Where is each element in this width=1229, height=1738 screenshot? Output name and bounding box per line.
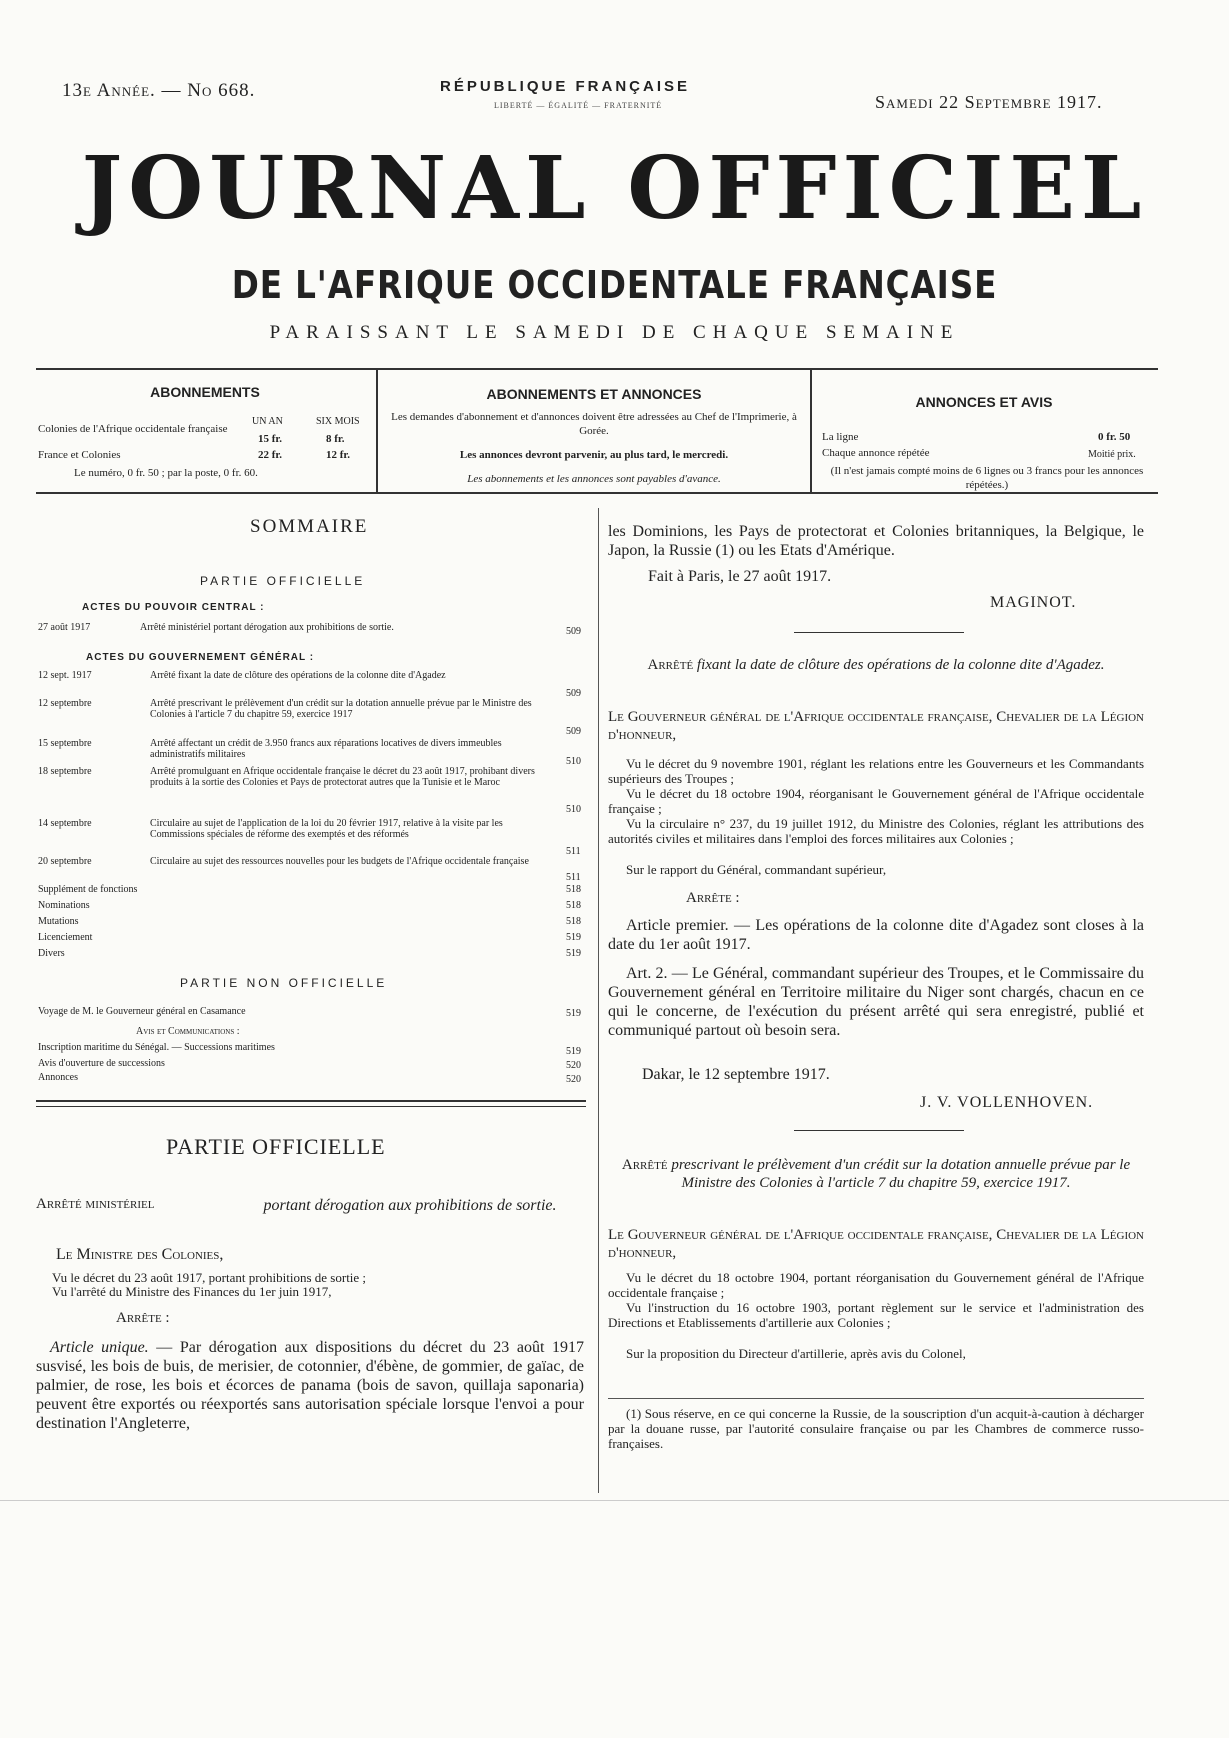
toc-voyage: Voyage de M. le Gouverneur général en Casamance	[38, 1006, 246, 1017]
toc-avis-page: 520	[566, 1060, 581, 1071]
sommaire-partie-officielle: PARTIE OFFICIELLE	[200, 574, 366, 588]
toc-general-text: Arrêté fixant la date de clôture des opérations de la colonne dite d'Agadez	[150, 670, 446, 681]
toc-avis-item: Annonces	[38, 1072, 78, 1083]
toc-misc-item: Nominations	[38, 900, 90, 911]
toc-general-page: 509	[566, 726, 581, 737]
article1-minister: Le Ministre des Colonies,	[56, 1246, 224, 1263]
abonnements-annonces-title: ABONNEMENTS ET ANNONCES	[486, 386, 702, 402]
repeat-label: Chaque annonce répétée	[822, 447, 930, 459]
signature-maginot: MAGINOT.	[990, 594, 1077, 611]
separator-ornament	[794, 1130, 964, 1131]
article1-body	[36, 1338, 584, 1433]
toc-misc-page: 518	[566, 884, 581, 895]
avis-head: Avis et Communications :	[136, 1026, 240, 1037]
toc-general-text: Arrêté prescrivant le prélèvement d'un crédit sur la dotation annuelle prévue par le Ministre des Colonies à l'article 7 du chapitre 59, exercice 1917	[150, 698, 532, 720]
ligne-price: 0 fr. 50	[1098, 431, 1131, 443]
continued-text: les Dominions, les Pays de protectorat et Colonies britanniques, la Belgique, le Japon, la Russie (1) ou les Etats d'Amérique.	[608, 523, 1144, 559]
toc-misc-item: Mutations	[38, 916, 79, 927]
article1-arrete: Arrête :	[116, 1310, 170, 1326]
toc-misc-item: Divers	[38, 948, 65, 959]
article3-heading-b: prescrivant le prélèvement d'un crédit sur la dotation annuelle prévue par le Ministre des Colonies à l'article 7 du chapitre 59, exercice 1917.	[671, 1157, 1131, 1191]
col-un-an: UN AN	[252, 416, 283, 427]
toc-general-date: 12 septembre	[38, 698, 92, 709]
center-note-1: Les demandes d'abonnement et d'annonces doivent être adressées au Chef de l'Imprimerie, à Gorée.	[391, 411, 797, 437]
toc-general-page: 510	[566, 804, 581, 815]
toc-misc-item: Supplément de fonctions	[38, 884, 138, 895]
toc-misc-page: 518	[566, 916, 581, 927]
box-divider-2	[810, 370, 812, 492]
actes-central-head: ACTES DU POUVOIR CENTRAL :	[82, 602, 265, 613]
toc-avis-item: Inscription maritime du Sénégal. — Successions maritimes	[38, 1042, 275, 1053]
article2-art1: Article premier. — Les opérations de la colonne dite d'Agadez sont closes à la date du 1er août 1917.	[608, 917, 1144, 953]
center-note-2: Les annonces devront parvenir, au plus tard, le mercredi.	[459, 449, 729, 461]
issue-date: Samedi 22 Septembre 1917.	[875, 92, 1103, 112]
rate-row2-six: 12 fr.	[326, 449, 351, 461]
toc-general-page: 511	[566, 846, 581, 857]
box-top-rule	[36, 368, 1158, 370]
footnote-rule	[608, 1398, 1144, 1399]
article1-heading-a: Arrêté ministériel	[36, 1196, 155, 1212]
article2-date: Dakar, le 12 septembre 1917.	[642, 1066, 830, 1083]
article3-vu-2: Vu l'instruction du 16 octobre 1903, portant règlement sur le service et l'administration des Directions et Etablissements d'artillerie aux Colonies ;	[608, 1300, 1144, 1330]
col-six-mois: SIX MOIS	[316, 416, 360, 427]
rate-row1-label: Colonies de l'Afrique occidentale française	[38, 423, 228, 435]
toc-misc-page: 518	[566, 900, 581, 911]
toc-general-date: 12 sept. 1917	[38, 670, 92, 681]
actes-general-head: ACTES DU GOUVERNEMENT GÉNÉRAL :	[86, 652, 315, 663]
article2-art2: Art. 2. — Le Général, commandant supérieur des Troupes, et le Commissaire du Gouvernement général en Territoire militaire du Niger sont chargés, chacun en ce qui le concerne, de l'exécution du présent arrêté qui sera enregistré, publié et communiqué partout où besoin sera.	[608, 965, 1144, 1039]
toc-misc-page: 519	[566, 948, 581, 959]
article2-vu-1: Vu le décret du 9 novembre 1901, réglant les relations entre les Gouverneurs et les Commandants supérieurs des Troupes ;	[608, 756, 1144, 786]
rate-row1-six: 8 fr.	[326, 433, 345, 445]
toc-avis-page: 520	[566, 1074, 581, 1085]
rate-row2-year: 22 fr.	[258, 449, 283, 461]
article1-text: — Par dérogation aux dispositions du décret du 23 août 1917 susvisé, les bois de buis, de merisier, de cotonnier, d'ébène, de gommier, de gaïac, de palmier, de rose, les bois et écorces de panama (bois de savon, quillaja saponaria) peuvent être exportés ou réexportés sans autorisation spéciale lorsque l'envoi a pour destination l'Angleterre,	[36, 1339, 585, 1432]
toc-central-page: 509	[566, 626, 581, 637]
toc-general-page: 509	[566, 688, 581, 699]
toc-misc-page: 519	[566, 932, 581, 943]
toc-general-date: 15 septembre	[38, 738, 92, 749]
annonces-avis-title: ANNONCES ET AVIS	[915, 394, 1053, 410]
toc-general-text: Arrêté promulguant en Afrique occidentale française le décret du 23 août 1917, prohibant divers produits à la sortie des Colonies et Pays de protectorat autres que la Tunisie et le Maroc	[150, 766, 535, 788]
article3-heading-a: Arrêté	[621, 1157, 668, 1173]
article2-governor: Le Gouverneur général de l'Afrique occidentale française, Chevalier de la Légion d'honneur,	[608, 709, 1144, 743]
article2-vu-2: Vu le décret du 18 octobre 1904, réorganisant le Gouvernement général de l'Afrique occidentale française ;	[608, 786, 1144, 816]
toc-voyage-page: 519	[566, 1008, 581, 1019]
center-note-3: Les abonnements et les annonces sont payables d'avance.	[467, 473, 721, 485]
toc-central-date: 27 août 1917	[38, 622, 91, 633]
toc-misc-item: Licenciement	[38, 932, 93, 943]
sommaire-end-rule-2	[36, 1106, 586, 1107]
toc-avis-item: Avis d'ouverture de successions	[38, 1058, 165, 1069]
article1-vu-1: Vu le décret du 23 août 1917, portant prohibitions de sortie ;	[52, 1270, 367, 1285]
article2-vu-4: Sur le rapport du Général, commandant supérieur,	[626, 862, 887, 877]
ligne-label: La ligne	[822, 431, 859, 443]
page-bottom-edge	[0, 1500, 1229, 1501]
rate-row2-label: France et Colonies	[38, 449, 121, 461]
toc-general-date: 14 septembre	[38, 818, 92, 829]
article2-vu-3: Vu la circulaire n° 237, du 19 juillet 1912, du Ministre des Colonies, réglant les attributions des autorités civiles et militaires dans l'emploi des forces militaires aux Colonies ;	[608, 816, 1144, 846]
article2-arrete: Arrête :	[686, 890, 740, 906]
fait-a-paris: Fait à Paris, le 27 août 1917.	[648, 568, 832, 585]
repeat-price: Moitié prix.	[1088, 449, 1136, 460]
single-issue-price: Le numéro, 0 fr. 50 ; par la poste, 0 fr. 60.	[74, 467, 258, 479]
sommaire-end-rule	[36, 1100, 586, 1102]
article2-heading	[608, 656, 1144, 674]
column-divider	[598, 508, 599, 1493]
article3-vu-1: Vu le décret du 18 octobre 1904, portant réorganisation du Gouvernement général de l'Afrique occidentale française ;	[608, 1270, 1144, 1300]
issue-number: 13e Année. — No 668.	[62, 80, 256, 101]
toc-general-text: Circulaire au sujet de l'application de la loi du 20 février 1917, relative à la visite par les Commissions spéciales de réforme des exemptés et des réformés	[150, 818, 503, 840]
article1-vu-2: Vu l'arrêté du Ministre des Finances du 1er juin 1917,	[52, 1284, 332, 1299]
footnote: (1) Sous réserve, en ce qui concerne la Russie, de la souscription d'un acquit-à-caution à décharger par la douane russe, par l'autorité consulaire française ou par les Chambres de commerce russo-françaises.	[608, 1406, 1144, 1451]
box-divider-1	[376, 370, 378, 492]
republic-motto: LIBERTÉ — ÉGALITÉ — FRATERNITÉ	[494, 101, 663, 110]
toc-general-text: Arrêté affectant un crédit de 3.950 francs aux réparations locatives de divers immeubles administratifs militaires	[150, 738, 502, 760]
journal-title: JOURNAL OFFICIEL	[81, 138, 1148, 239]
separator-ornament	[794, 632, 964, 633]
partie-officielle-title: PARTIE OFFICIELLE	[166, 1134, 386, 1159]
article3-heading	[608, 1156, 1144, 1192]
republic-heading: RÉPUBLIQUE FRANÇAISE	[440, 78, 691, 95]
rate-row1-year: 15 fr.	[258, 433, 283, 445]
article1-heading-b: portant dérogation aux prohibitions de sortie.	[263, 1197, 557, 1214]
toc-general-text: Circulaire au sujet des ressources nouvelles pour les budgets de l'Afrique occidentale française	[150, 856, 529, 867]
sommaire-title: SOMMAIRE	[250, 516, 369, 537]
toc-general-page: 510	[566, 756, 581, 767]
toc-general-date: 18 septembre	[38, 766, 92, 777]
abonnements-title: ABONNEMENTS	[150, 384, 260, 400]
article2-signature: J. V. VOLLENHOVEN.	[920, 1094, 1094, 1111]
article2-heading-b: fixant la date de clôture des opérations de la colonne dite d'Agadez.	[696, 657, 1105, 673]
periodicity-line: PARAISSANT LE SAMEDI DE CHAQUE SEMAINE	[269, 322, 960, 343]
sommaire-partie-non-officielle: PARTIE NON OFFICIELLE	[180, 976, 388, 990]
box-bottom-rule	[36, 492, 1158, 494]
article2-heading-a: Arrêté	[647, 657, 694, 673]
article3-vu-3: Sur la proposition du Directeur d'artillerie, après avis du Colonel,	[626, 1346, 966, 1361]
toc-central-text: Arrêté ministériel portant dérogation aux prohibitions de sortie.	[140, 622, 394, 633]
article3-governor: Le Gouverneur général de l'Afrique occidentale française, Chevalier de la Légion d'honneur,	[608, 1227, 1144, 1261]
annonces-note: (Il n'est jamais compté moins de 6 lignes ou 3 francs pour les annonces répétées.)	[830, 465, 1144, 491]
article1-label: Article unique.	[50, 1339, 149, 1356]
toc-avis-page: 519	[566, 1046, 581, 1057]
toc-general-date: 20 septembre	[38, 856, 92, 867]
journal-subtitle: DE L'AFRIQUE OCCIDENTALE FRANÇAISE	[231, 263, 998, 307]
toc-general-page: 511	[566, 872, 581, 883]
